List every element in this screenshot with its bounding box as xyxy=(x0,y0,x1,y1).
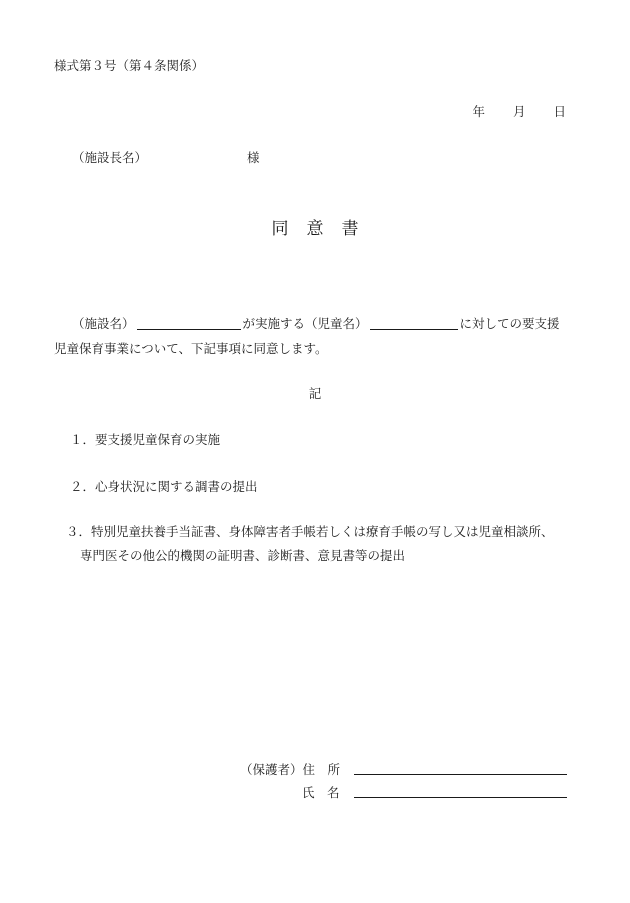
facility-name-blank[interactable] xyxy=(137,317,241,330)
date-year-label: 年 xyxy=(472,104,485,119)
date-day-label: 日 xyxy=(553,104,566,119)
consent-item-3: ３．特別児童扶養手当証書、身体障害者手帳若しくは療育手帳の写し又は児童相談所、 xyxy=(66,524,554,539)
guardian-name-label: 氏 名 xyxy=(302,785,340,800)
consent-item-3-continued: 専門医その他公的機関の証明書、診断書、意見書等の提出 xyxy=(80,548,406,563)
ki-heading: 記 xyxy=(308,386,322,401)
document-title: 同意書 xyxy=(271,219,377,239)
form-number: 様式第３号（第４条関係） xyxy=(54,58,205,73)
date-line xyxy=(472,104,566,120)
consent-middle-text: が実施する（児童名） xyxy=(242,316,368,331)
consent-line-1 xyxy=(72,316,560,332)
guardian-address-label: （保護者）住 所 xyxy=(240,762,341,777)
consent-line-2: 児童保育事業について、下記事項に同意します。 xyxy=(54,341,328,356)
consent-item-1: １．要支援児童保育の実施 xyxy=(70,432,221,447)
guardian-name-field[interactable] xyxy=(354,797,567,798)
facility-director-label: （施設長名） xyxy=(72,150,148,165)
consent-line1-end: に対しての要支援 xyxy=(459,316,560,331)
guardian-address-field[interactable] xyxy=(354,774,567,775)
consent-item-2: ２．心身状況に関する調書の提出 xyxy=(70,479,258,494)
child-name-blank[interactable] xyxy=(370,317,458,330)
addressee-line xyxy=(72,150,260,166)
facility-name-label: （施設名） xyxy=(72,316,135,331)
honorific-suffix: 様 xyxy=(247,150,260,165)
date-month-label: 月 xyxy=(512,104,526,119)
